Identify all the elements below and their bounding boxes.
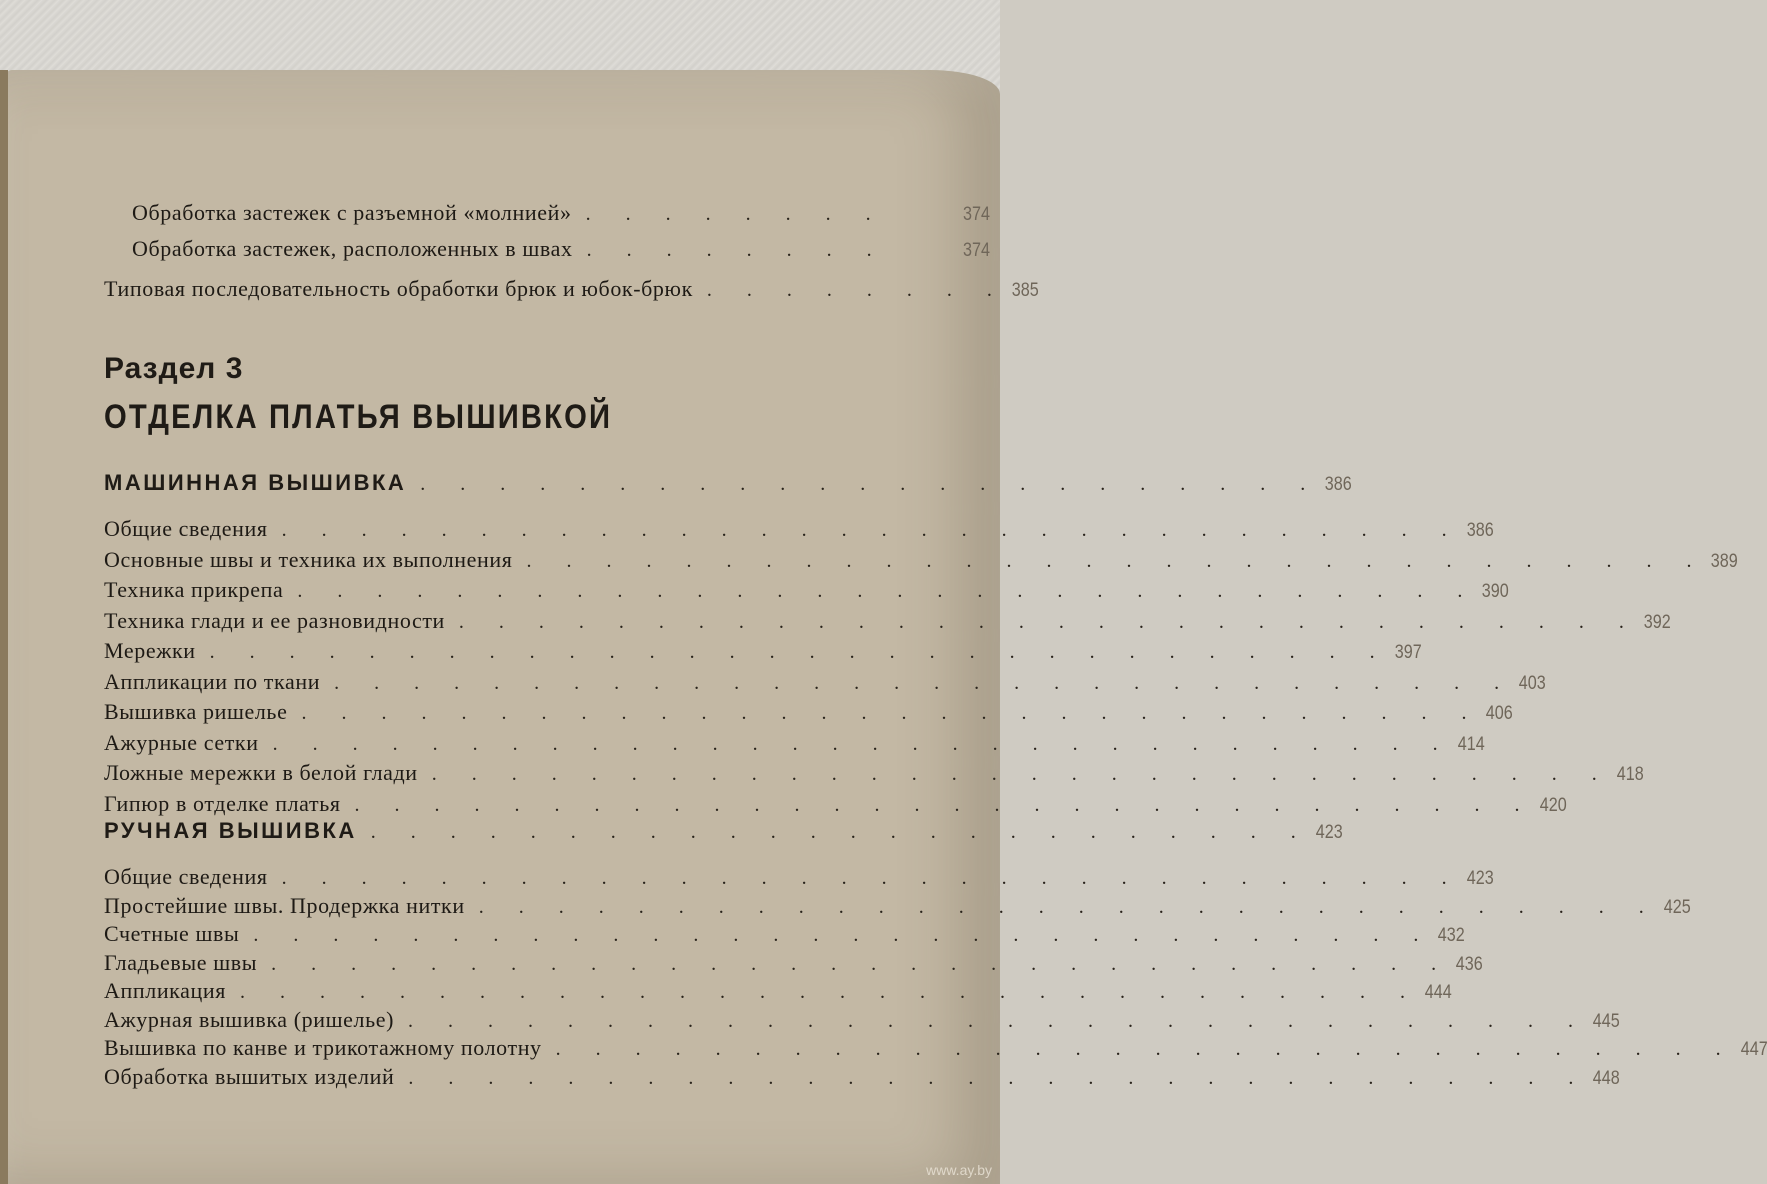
toc-entry-page: 445	[1592, 1010, 1620, 1032]
toc-entry-label: Ложные мережки в белой глади	[104, 760, 418, 785]
leader-dots: . . . . . . . . . . . . . . . . . . . . . . . . . . . . . .	[301, 702, 1482, 724]
leader-dots: . . . . . . . . . . . . . . . . . . . . . . . . . . . . . .	[334, 671, 1515, 694]
toc-entry-label: Общие сведения	[104, 516, 268, 541]
toc-entry-page: 392	[1643, 611, 1671, 633]
leader-dots: . . . . . . . . . . . . . . . . . . . . . . . .	[370, 821, 1311, 843]
leader-dots: . . . . . . . . . . . . . . . . . . . . . . .	[420, 473, 1321, 495]
leader-dots: . . . . . . . . . . . . . . . . . . . . . . . . . . . . . .	[458, 610, 1639, 633]
toc-entry-page: 418	[1616, 764, 1644, 785]
toc-entry-label: Простейшие швы. Продержка нитки	[104, 892, 465, 918]
toc-entry	[104, 864, 1494, 892]
toc-entry	[104, 638, 1422, 666]
section-label: Раздел 3	[104, 352, 244, 385]
leader-dots: . . . . . . . .	[706, 279, 1007, 301]
leader-dots: . . . . . . . . . . . . . . . . . . . . . . . . . . . . . .	[239, 981, 1420, 1003]
toc-entry-label: Гладьевые швы	[104, 949, 258, 975]
toc-entry-label: Техника прикрепа	[104, 577, 284, 602]
toc-entry-page: 448	[1593, 1067, 1621, 1089]
subsection-heading: РУЧНАЯ ВЫШИВКА	[104, 818, 357, 843]
toc-entry-label: Обработка застежек с разъемной «молнией»	[132, 200, 572, 225]
toc-entry	[132, 200, 990, 228]
subsection-page: 386	[1325, 474, 1352, 495]
leader-dots: . . . . . . . . . . . . . . . . . . . . . . . . . . . . . .	[272, 732, 1453, 755]
leader-dots: . . . . . . . . . . . . . . . . . . . . . . . . . . . . . .	[478, 895, 1659, 918]
toc-entry-page: 414	[1457, 733, 1485, 755]
leader-dots: . . . . . . . . . . . . . . . . . . . . . . . . . . . . . .	[253, 924, 1434, 946]
toc-entry-page: 386	[1466, 520, 1494, 541]
toc-entry-label: Техника глади и ее разновидности	[104, 607, 445, 633]
toc-entry	[132, 236, 990, 264]
leader-dots: . . . . . . . . . . . . . . . . . . . . . . . . . . . . . .	[271, 952, 1452, 975]
subsection-heading: МАШИННАЯ ВЫШИВКА	[104, 470, 407, 495]
watermark: www.ay.by	[926, 1162, 992, 1178]
subsection-page: 423	[1315, 822, 1343, 843]
subsection-heading-row	[104, 818, 1343, 846]
toc-entry-page: 374	[963, 204, 990, 225]
toc-entry	[104, 729, 1485, 758]
toc-entry	[104, 276, 1039, 304]
toc-entry-label: Вышивка ришелье	[104, 699, 288, 724]
toc-entry	[104, 790, 1567, 819]
toc-entry-label: Аппликации по ткани	[104, 668, 321, 694]
toc-entry	[104, 949, 1483, 978]
leader-dots: . . . . . . . . . . . . . . . . . . . . . . . . . . . . . .	[555, 1038, 1736, 1060]
toc-entry-label: Ажурные сетки	[104, 729, 259, 755]
toc-entry-page: 385	[1011, 280, 1039, 301]
toc-entry	[104, 668, 1546, 697]
toc-entry-label: Ажурная вышивка (ришелье)	[104, 1006, 395, 1032]
leader-dots: . . . . . . . .	[585, 203, 886, 225]
toc-entry	[104, 978, 1452, 1006]
toc-entry-label: Аппликация	[104, 978, 226, 1003]
toc-entry-label: Типовая последовательность обработки брюк и юбок-брюк	[104, 276, 693, 301]
toc-entry-label: Гипюр в отделке платья	[104, 790, 341, 816]
toc-entry-label: Обработка застежек, расположенных в швах	[132, 236, 573, 261]
toc-entry-page: 403	[1518, 672, 1546, 694]
leader-dots: . . . . . . . . . . . . . . . . . . . . . . . . . . . . . .	[408, 1066, 1589, 1089]
toc-entry-page: 389	[1711, 550, 1739, 572]
toc-entry-label: Общие сведения	[104, 864, 268, 889]
toc-entry	[104, 1035, 1767, 1063]
toc-entry	[104, 1006, 1620, 1035]
toc-entry-page: 423	[1466, 868, 1494, 889]
leader-dots: . . . . . . . . . . . . . . . . . . . . . . . . . . . . . .	[281, 867, 1462, 889]
toc-entry	[104, 577, 1510, 605]
leader-dots: . . . . . . . . . . . . . . . . . . . . . . . . . . . . . .	[408, 1009, 1589, 1032]
toc-entry	[104, 921, 1466, 949]
toc-entry-page: 406	[1486, 703, 1514, 724]
toc-entry-page: 447	[1740, 1039, 1767, 1060]
leader-dots: . . . . . . . . . . . . . . . . . . . . . . . . . . . . . .	[281, 519, 1462, 541]
leader-dots: . . . . . . . . . . . . . . . . . . . . . . . . . . . . . .	[297, 580, 1478, 602]
toc-entry	[104, 699, 1514, 727]
toc-entry-page: 425	[1663, 896, 1691, 918]
toc-entry-page: 444	[1424, 982, 1452, 1003]
toc-entry-page: 420	[1539, 794, 1567, 816]
toc-entry	[104, 892, 1691, 921]
toc-entry-page: 374	[963, 240, 990, 261]
section-title: ОТДЕЛКА ПЛАТЬЯ ВЫШИВКОЙ	[104, 398, 613, 436]
toc-entry	[104, 760, 1644, 788]
toc-entry	[104, 546, 1739, 575]
toc-entry	[104, 1063, 1621, 1092]
toc-entry	[104, 516, 1494, 544]
toc-entry-page: 432	[1438, 925, 1466, 946]
toc-entry-label: Обработка вышитых изделий	[104, 1063, 395, 1089]
toc-entry-label: Мережки	[104, 638, 196, 663]
toc-entry-page: 397	[1394, 642, 1422, 663]
leader-dots: . . . . . . . . . . . . . . . . . . . . . . . . . . . . . .	[209, 641, 1390, 663]
toc-entry-page: 436	[1455, 953, 1483, 975]
leader-dots: . . . . . . . .	[586, 239, 887, 261]
toc-entry	[104, 607, 1671, 636]
toc-entry-label: Основные швы и техника их выполнения	[104, 546, 513, 572]
subsection-heading-row	[104, 470, 1352, 498]
toc-entry-label: Счетные швы	[104, 921, 240, 946]
toc-entry-label: Вышивка по канве и трикотажному полотну	[104, 1035, 542, 1060]
leader-dots: . . . . . . . . . . . . . . . . . . . . . . . . . . . . . .	[431, 763, 1612, 785]
leader-dots: . . . . . . . . . . . . . . . . . . . . . . . . . . . . . .	[526, 549, 1707, 572]
toc-entry-page: 390	[1482, 581, 1510, 602]
leader-dots: . . . . . . . . . . . . . . . . . . . . . . . . . . . . . .	[354, 793, 1535, 816]
